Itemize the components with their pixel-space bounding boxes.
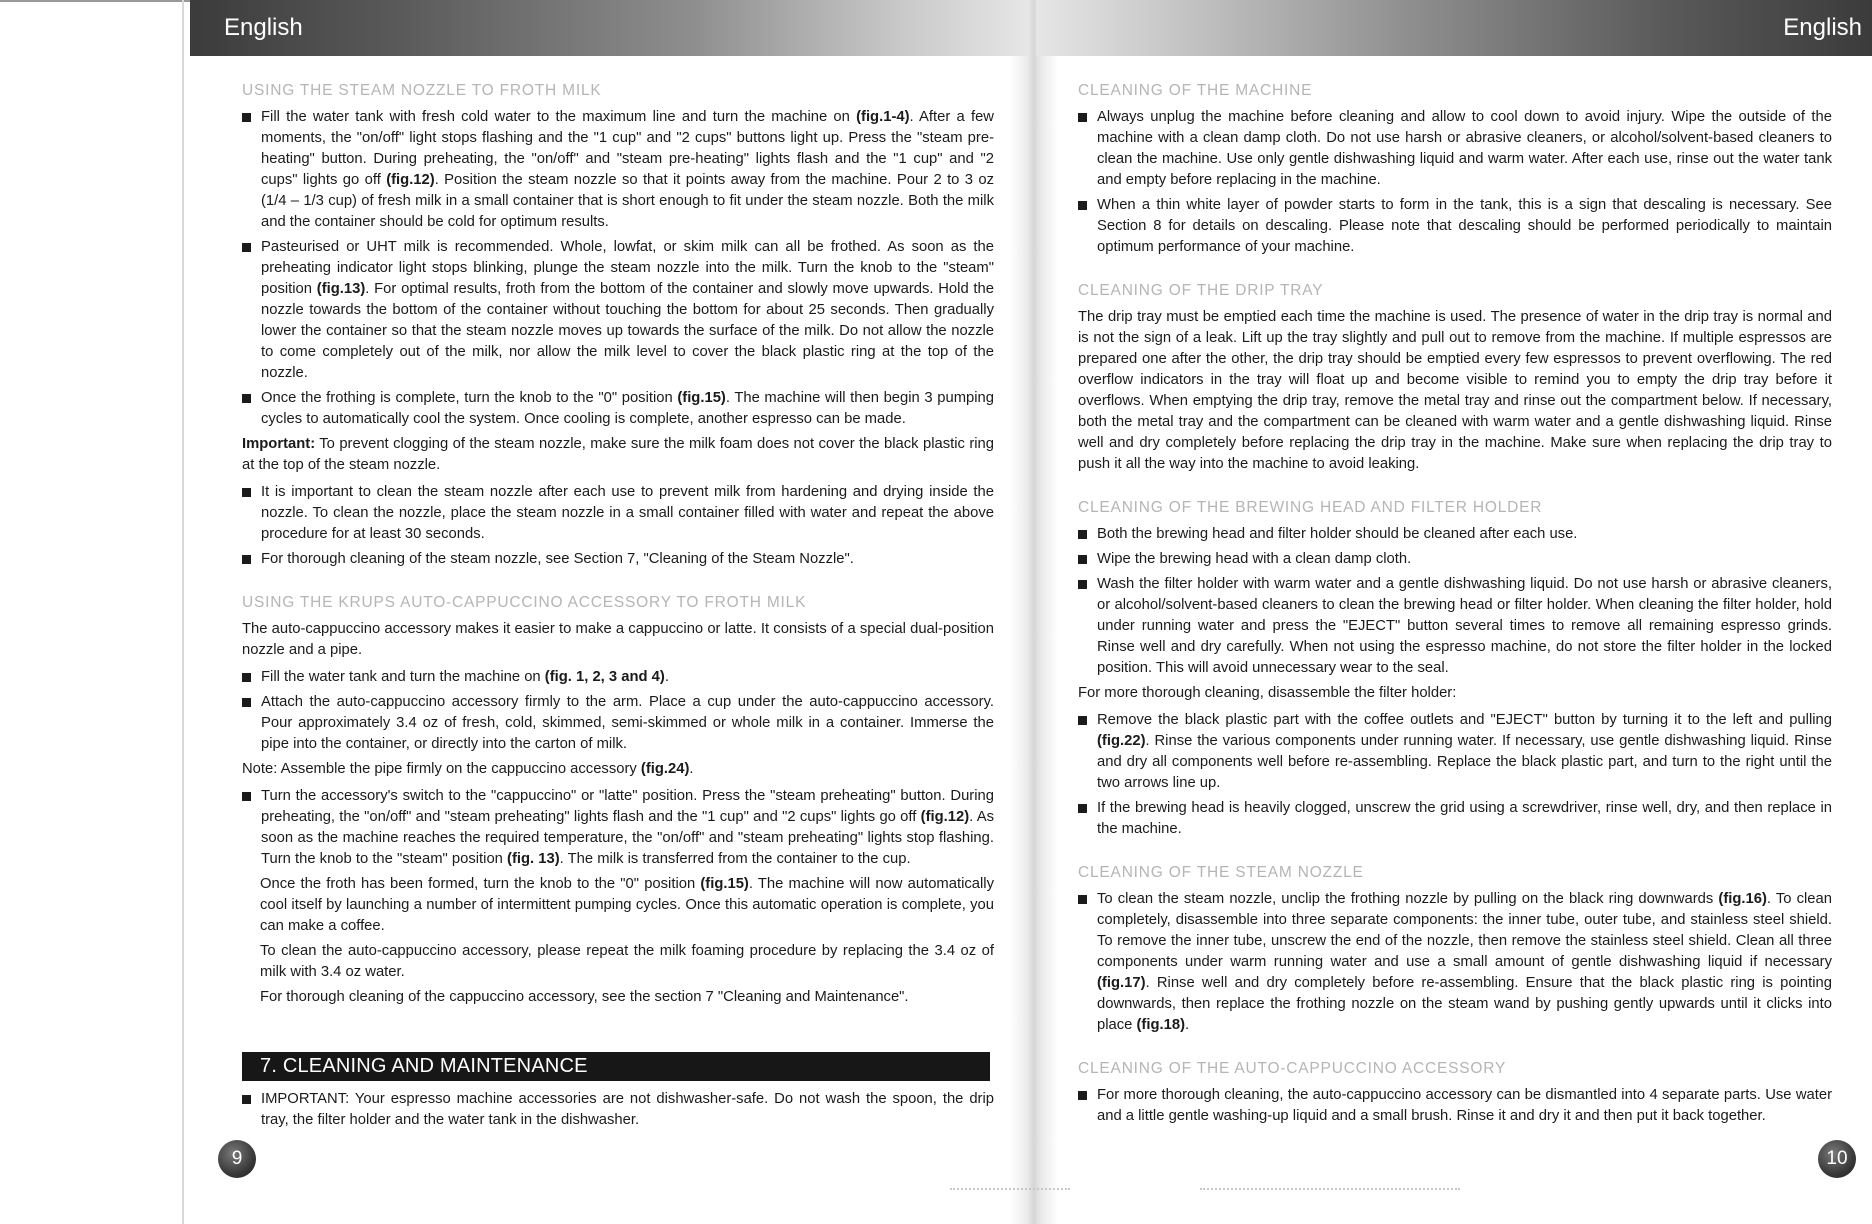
language-label-left: English <box>224 14 303 41</box>
header-band-right <box>1036 0 1872 56</box>
scan-artifact <box>950 1188 1070 1192</box>
list-item: For more thorough cleaning, the auto-cappuccino accessory can be dismantled into 4 separate parts. Use water and a little gentle washing-up liquid and a small brush. Rinse it and dry it and then put it back together. <box>1078 1085 1832 1127</box>
language-label-right: English <box>1783 14 1862 41</box>
subheading-auto-cappuccino-cleaning: CLEANING OF THE AUTO-CAPPUCCINO ACCESSORY <box>1078 1060 1507 1077</box>
scan-artifact <box>1200 1188 1460 1192</box>
steam-cleaning-list <box>242 482 994 570</box>
section-heading-text: 7. CLEANING AND MAINTENANCE <box>260 1055 588 1077</box>
steam-nozzle-cleaning-list <box>1078 889 1832 1036</box>
auto-cappuccino-list <box>242 667 994 755</box>
list-item: Fill the water tank with fresh cold water to the maximum line and turn the machine on (fig.1-4). After a few moments, the "on/off" light stops flashing and the "1 cup" and "2 cups" buttons light up. Press the "steam pre-heating" button. During preheating, the "on/off" and "steam pre-heating" lights flash and the "1 cup" and "2 cups" lights go off (fig.12). Position the steam nozzle so that it points away from the machine. Pour 2 to 3 oz (1/4 – 1/3 cup) of fresh milk in a small container that is short enough to fit under the steam nozzle. Both the milk and the container should be cold for optimum results. <box>242 107 994 233</box>
section-intro <box>242 1089 994 1135</box>
list-item: Once the frothing is complete, turn the knob to the "0" position (fig.15). The machine will then begin 3 pumping cycles to automatically cool the system. Once cooling is complete, another espresso can be made. <box>242 388 994 430</box>
list-item: Wash the filter holder with warm water and a gentle dishwashing liquid. Do not use harsh or abrasive cleaners, or alcohol/solvent-based cleaners to clean the brewing head or filter holder. When cleaning the filter holder, hold under running water and press the "EJECT" button several times to remove all remaining espresso grinds. Rinse well and dry carefully. When not using the espresso machine, do not store the filter holder in the locked position. This will avoid unnecessary wear to the seal. <box>1078 574 1832 679</box>
page-number-badge-right: 10 <box>1818 1140 1856 1178</box>
subheading-steam-nozzle: USING THE STEAM NOZZLE TO FROTH MILK <box>242 82 602 99</box>
scan-edge-line <box>0 0 190 2</box>
list-item: IMPORTANT: Your espresso machine accessories are not dishwasher-safe. Do not wash the spoon, the drip tray, the filter holder and the water tank in the dishwasher. <box>242 1089 994 1131</box>
assembly-note: Note: Assemble the pipe firmly on the cappuccino accessory (fig.24). <box>242 761 694 777</box>
subheading-cleaning-machine: CLEANING OF THE MACHINE <box>1078 82 1313 99</box>
list-item: Both the brewing head and filter holder should be cleaned after each use. <box>1078 524 1832 545</box>
continuation-paragraph: To clean the auto-cappuccino accessory, please repeat the milk foaming procedure by replacing the 3.4 oz of milk with 3.4 oz water. <box>260 943 994 980</box>
machine-cleaning-list <box>1078 107 1832 258</box>
filter-holder-intro: For more thorough cleaning, disassemble the filter holder: <box>1078 685 1457 701</box>
right-column <box>1078 80 1832 1131</box>
continuation-paragraph: Once the froth has been formed, turn the knob to the "0" position (fig.15). The machine will now automatically cool itself by launching a number of intermittent pumping cycles. Once this automatic operation is complete, you can make a coffee. <box>260 876 994 934</box>
list-item: Attach the auto-cappuccino accessory firmly to the arm. Place a cup under the auto-cappuccino accessory. Pour approximately 3.4 oz of fresh, cold, skimmed, semi-skimmed or whole milk in a container. Immerse the pipe into the container, or directly into the carton of milk. <box>242 692 994 755</box>
auto-cappuccino-intro: The auto-cappuccino accessory makes it easier to make a cappuccino or latte. It consists of a special dual-position nozzle and a pipe. <box>242 621 994 658</box>
subheading-brewing-head: CLEANING OF THE BREWING HEAD AND FILTER HOLDER <box>1078 499 1543 516</box>
header-band-left <box>190 0 1028 56</box>
list-item: Turn the accessory's switch to the "cappuccino" or "latte" position. Press the "steam preheating" button. During preheating, the "on/off" and "steam preheating" lights flash and the "1 cup" and "2 cups" lights go off (fig.12). As soon as the machine reaches the required temperature, the "on/off" and "steam preheating" lights stop flashing. Turn the knob to the "steam" position (fig. 13). The milk is transferred from the container to the cup. <box>242 786 994 870</box>
page-number-badge-left: 9 <box>218 1140 256 1178</box>
list-item: It is important to clean the steam nozzle after each use to prevent milk from hardening and drying inside the nozzle. To clean the nozzle, place the steam nozzle in a small container filled with water and repeat the above procedure for at least 30 seconds. <box>242 482 994 545</box>
continuation-paragraph: For thorough cleaning of the cappuccino accessory, see the section 7 "Cleaning and Maintenance". <box>260 989 909 1005</box>
scan-edge-line-vertical <box>182 0 184 1224</box>
subheading-auto-cappuccino: USING THE KRUPS AUTO-CAPPUCCINO ACCESSORY TO FROTH MILK <box>242 594 807 611</box>
list-item: Fill the water tank and turn the machine on (fig. 1, 2, 3 and 4). <box>242 667 994 688</box>
list-item: Wipe the brewing head with a clean damp cloth. <box>1078 549 1832 570</box>
important-note: Important: To prevent clogging of the steam nozzle, make sure the milk foam does not cover the black plastic ring at the top of the steam nozzle. <box>242 436 994 473</box>
subheading-drip-tray: CLEANING OF THE DRIP TRAY <box>1078 282 1324 299</box>
drip-tray-paragraph: The drip tray must be emptied each time the machine is used. The presence of water in the drip tray is normal and is not the sign of a leak. Lift up the tray slightly and pull out to remove from the machine. If multiple espressos are prepared one after the other, the drip tray should be emptied every few espressos to prevent overflowing. The red overflow indicators in the tray will float up and become visible to remind you to empty the drip tray before it overflows. When emptying the drip tray, remove the metal tray and rinse out the compartment below. If necessary, both the metal tray and the compartment can be cleaned with warm water and a gentle dishwashing liquid. Rinse well and dry completely before replacing the drip tray in the machine. Make sure when replacing the drip tray to push it all the way into the machine to avoid leaking. <box>1078 309 1832 472</box>
list-item: Pasteurised or UHT milk is recommended. Whole, lowfat, or skim milk can all be frothed. As soon as the preheating indicator light stops blinking, plunge the steam nozzle into the milk. Turn the knob to the "steam" position (fig.13). For optimal results, froth from the bottom of the container and slowly move upwards. Hold the nozzle towards the bottom of the container without touching the bottom for about 25 seconds. Then gradually lower the container so that the steam nozzle moves up towards the surface of the milk. Do not allow the nozzle to come completely out of the milk, nor allow the milk level to cover the black plastic ring at the top of the nozzle. <box>242 237 994 384</box>
list-item: To clean the steam nozzle, unclip the frothing nozzle by pulling on the black ring downwards (fig.16). To clean completely, disassemble into three separate components: the inner tube, outer tube, and stainless steel shield. To remove the inner tube, unscrew the end of the nozzle, then remove the stainless steel shield. Clean all three components under warm running water and use a small amount of gentle dishwashing liquid if necessary (fig.17). Rinse well and dry completely before re-assembling. Ensure that the black plastic ring is pointing downwards, then replace the frothing nozzle on the steam wand by pushing gently upwards until it clicks into place (fig.18). <box>1078 889 1832 1036</box>
subheading-steam-nozzle-cleaning: CLEANING OF THE STEAM NOZZLE <box>1078 864 1364 881</box>
brewing-head-list <box>1078 524 1832 679</box>
section-intro-list <box>242 1089 994 1131</box>
list-item: Always unplug the machine before cleaning and allow to cool down to avoid injury. Wipe the outside of the machine with a clean damp cloth. Do not use harsh or abrasive cleaners, or alcohol/solvent-based cleaners to clean the machine. Use only gentle dishwashing liquid and warm water. After each use, rinse out the water tank and empty before replacing in the machine. <box>1078 107 1832 191</box>
list-item: For thorough cleaning of the steam nozzle, see Section 7, "Cleaning of the Steam Nozzle". <box>242 549 994 570</box>
auto-cappuccino-steps <box>242 786 994 870</box>
auto-cappuccino-cleaning-list <box>1078 1085 1832 1127</box>
steam-nozzle-list <box>242 107 994 430</box>
list-item: Remove the black plastic part with the coffee outlets and "EJECT" button by turning it to the left and pulling (fig.22). Rinse the various components under running water. If necessary, use gentle dishwashing liquid. Rinse and dry all components well before re-assembling. Replace the black plastic part, and turn to the right until the two arrows line up. <box>1078 710 1832 794</box>
filter-holder-list <box>1078 710 1832 840</box>
list-item: When a thin white layer of powder starts to form in the tank, this is a sign that descaling is necessary. See Section 8 for details on descaling. Please note that descaling should be performed periodically to maintain optimum performance of your machine. <box>1078 195 1832 258</box>
list-item: If the brewing head is heavily clogged, unscrew the grid using a screwdriver, rinse well, dry, and then replace in the machine. <box>1078 798 1832 840</box>
left-column <box>242 80 994 1012</box>
book-binding <box>1010 0 1058 1224</box>
section-heading-cleaning-maintenance <box>242 1052 990 1081</box>
